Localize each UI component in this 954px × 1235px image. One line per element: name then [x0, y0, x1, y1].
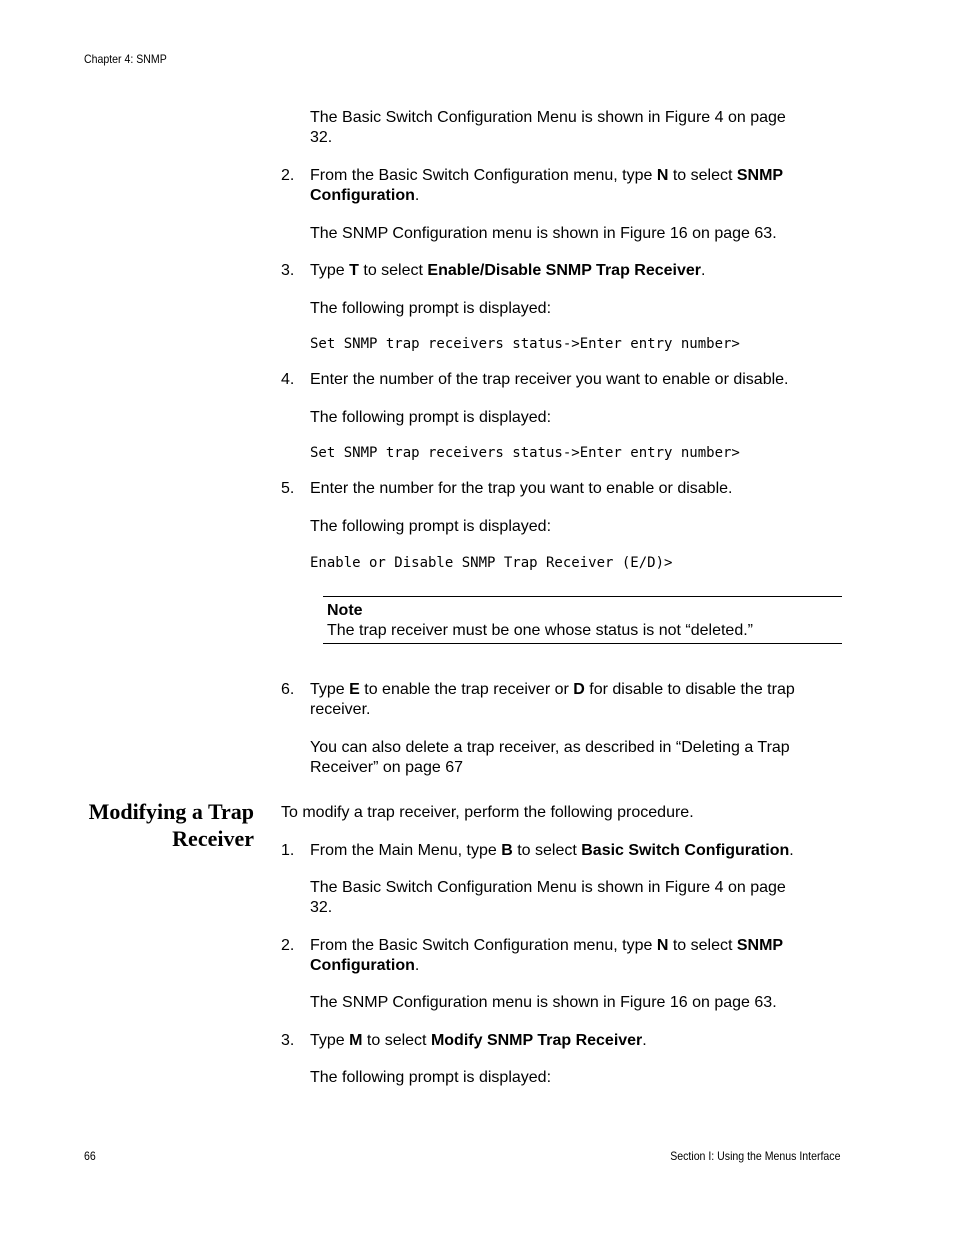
note-body: The trap receiver must be one whose status is not “deleted.”: [327, 622, 753, 639]
text-line: The Basic Switch Configuration Menu is shown in Figure 4 on page: [310, 879, 786, 896]
step-3-text: [310, 261, 840, 281]
text: From the Basic Switch Configuration menu, type: [310, 937, 657, 954]
text: .: [414, 187, 420, 204]
paragraph-basic-menu: [310, 878, 840, 918]
menu-option: Configuration: [310, 957, 415, 974]
step-number: 1.: [281, 842, 295, 859]
code-prompt: Enable or Disable SNMP Trap Receiver (E/D)>: [310, 555, 673, 571]
text: From the Basic Switch Configuration menu, type: [310, 167, 657, 184]
key-letter: T: [349, 262, 359, 279]
text: to select: [362, 1032, 431, 1049]
text: to select: [668, 937, 737, 954]
heading-line: Modifying a Trap: [88, 799, 254, 824]
step-number: 2.: [281, 167, 295, 184]
step-6-text: [310, 680, 840, 720]
menu-option: Modify SNMP Trap Receiver: [430, 1032, 643, 1049]
text-line: The Basic Switch Configuration Menu is shown in Figure 4 on page: [310, 109, 786, 126]
text: From the Main Menu, type: [310, 842, 502, 859]
step-number: 2.: [281, 937, 295, 954]
prompt-intro: The following prompt is displayed:: [310, 1069, 552, 1086]
step-number: 3.: [281, 1032, 295, 1049]
text-line: Receiver” on page 67: [310, 759, 463, 776]
text: for disable to disable the trap: [584, 681, 795, 698]
step-number: 4.: [281, 371, 295, 388]
key-letter: N: [656, 167, 669, 184]
key-letter: N: [656, 937, 669, 954]
prompt-intro: The following prompt is displayed:: [310, 518, 552, 535]
menu-option: SNMP: [736, 937, 784, 954]
step-number: 5.: [281, 480, 295, 497]
code-prompt: Set SNMP trap receivers status->Enter entry number>: [310, 445, 740, 461]
paragraph-delete-ref: [310, 738, 840, 778]
text: to select: [512, 842, 582, 859]
menu-option: Basic Switch Configuration: [581, 842, 790, 859]
running-footer-section: Section I: Using the Menus Interface: [669, 1149, 840, 1163]
step-2-text: [310, 166, 840, 206]
step-3-text: [310, 1031, 840, 1051]
text: .: [789, 842, 794, 859]
step-2-text: [310, 936, 840, 976]
text: to select: [668, 167, 737, 184]
key-letter: B: [501, 842, 513, 859]
key-letter: D: [573, 681, 585, 698]
text: .: [701, 262, 706, 279]
step-number: 6.: [281, 681, 295, 698]
running-header-chapter: Chapter 4: SNMP: [84, 52, 167, 66]
text: receiver.: [310, 701, 371, 718]
text: Type: [310, 681, 350, 698]
paragraph-basic-menu: [310, 108, 840, 148]
step-4-text: Enter the number of the trap receiver you want to enable or disable.: [310, 371, 789, 388]
note-title: Note: [327, 602, 363, 619]
prompt-intro: The following prompt is displayed:: [310, 300, 552, 317]
key-letter: M: [349, 1032, 363, 1049]
step-number: 3.: [281, 262, 295, 279]
text: .: [414, 957, 420, 974]
text-line: You can also delete a trap receiver, as described in “Deleting a Trap: [310, 739, 790, 756]
key-letter: E: [349, 681, 360, 698]
text: .: [642, 1032, 647, 1049]
paragraph-snmp-menu: The SNMP Configuration menu is shown in Figure 16 on page 63.: [310, 994, 777, 1011]
text: to select: [358, 262, 428, 279]
note-box: [323, 596, 842, 644]
text: Type: [310, 262, 350, 279]
menu-option: SNMP: [736, 167, 784, 184]
prompt-intro: The following prompt is displayed:: [310, 409, 552, 426]
paragraph-snmp-menu: The SNMP Configuration menu is shown in Figure 16 on page 63.: [310, 225, 777, 242]
procedure-intro: To modify a trap receiver, perform the following procedure.: [281, 804, 694, 821]
text: Type: [310, 1032, 350, 1049]
step-5-text: Enter the number for the trap you want to enable or disable.: [310, 480, 733, 497]
menu-option: Configuration: [310, 187, 415, 204]
section-heading: [89, 798, 254, 852]
step-1-text: [310, 841, 840, 861]
page-number: 66: [84, 1149, 96, 1163]
code-prompt: Set SNMP trap receivers status->Enter entry number>: [310, 336, 740, 352]
text-line: 32.: [310, 899, 333, 916]
text-line: 32.: [310, 129, 333, 146]
heading-line: Receiver: [172, 826, 254, 851]
text: to enable the trap receiver or: [359, 681, 574, 698]
menu-option: Enable/Disable SNMP Trap Receiver: [427, 262, 702, 279]
